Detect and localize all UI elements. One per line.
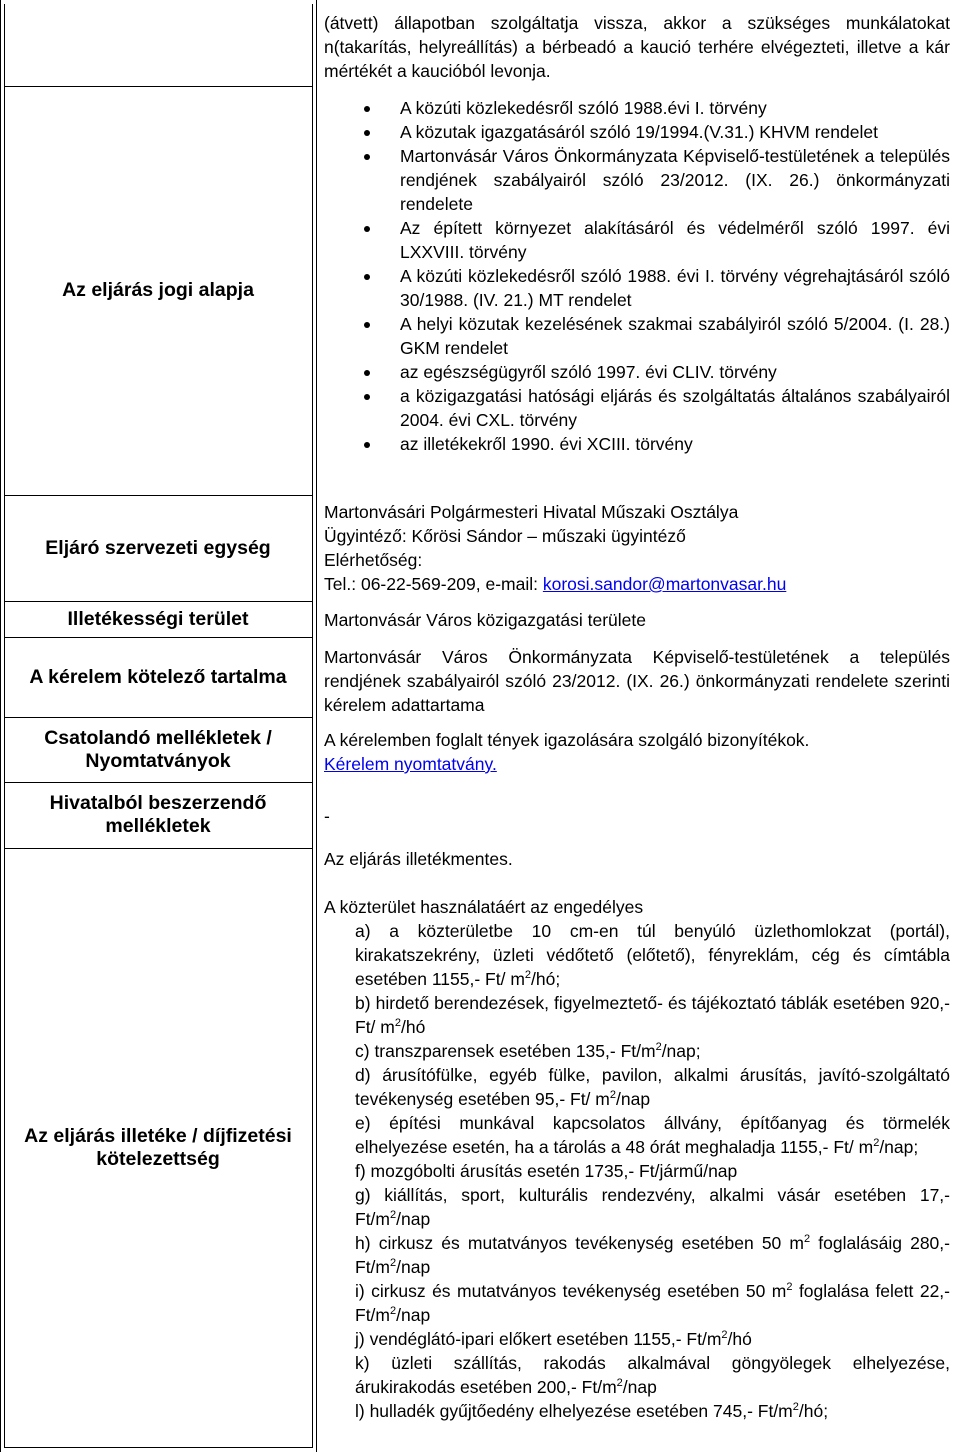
- fee-item-e: e) építési munkával kapcsolatos állvány, építőanyag és törmelék elhelyezése esetén, ha a tárolás a 48 órát meghaladja 1155,- Ft/ $m^2$/nap;: [355, 1113, 950, 1157]
- official-label-line1: Hivatalból beszerzendő: [49, 792, 267, 814]
- unit-content: [324, 500, 950, 596]
- unit-phone: Tel.: 06-22-569-209, e-mail:: [324, 574, 543, 594]
- fee-item-k: k) üzleti szállítás, rakodás alkalmával göngyölegek elhelyezése, árukirakodás esetében 200,- $Ft/m^2$/nap: [355, 1353, 950, 1397]
- fee-item-g: g) kiállítás, sport, kulturális rendezvény, alkalmi vásár esetében 17,- $Ft/m^2$/nap: [355, 1185, 950, 1229]
- fee-label-line2: kötelezettség: [96, 1147, 220, 1170]
- legal-basis-item: A helyi közutak kezelésének szakmai szabályiról szóló 5/2004. (I. 28.) GKM rendelet: [324, 312, 950, 360]
- fee-free-text: Az eljárás illetékmentes.: [324, 849, 513, 869]
- bullet-icon: [364, 442, 370, 448]
- bullet-icon: [364, 106, 370, 112]
- fee-content: [324, 895, 950, 1423]
- legal-basis-label: [5, 86, 311, 495]
- legal-basis-item: Martonvásár Város Önkormányzata Képviselő-testületének a település rendjének szabályairól szóló 23/2012. (IX. 26.) önkormányzati rendelete: [324, 144, 950, 216]
- content-label: [5, 637, 311, 717]
- fee-intro: A közterület használatáért az engedélyes: [324, 897, 644, 917]
- attachments-label-line2: Nyomtatványok: [85, 749, 231, 772]
- table-bottom-border: [4, 1447, 313, 1448]
- bullet-icon: [364, 394, 370, 400]
- top-continuation-text: (átvett) állapotban szolgáltatja vissza, akkor a szükséges munkálatokat n(takarítás, helyreállítás) a bérbeadó a kaució terhére elvégezteti, illetve a kár mértékét a kaucióból levonja.: [324, 13, 950, 81]
- fee-item-i: i) cirkusz és mutatványos tevékenység esetében 50 $m^2$ foglalása felett 22,- $Ft/m^2$/nap: [355, 1281, 950, 1325]
- fee-item-f: f) mozgóbolti árusítás esetén 1735,- Ft/jármű/nap: [355, 1161, 738, 1181]
- official-label-line2: mellékletek: [105, 815, 211, 837]
- fee-item-j: j) vendéglátó-ipari előkert esetében 1155,- $Ft/m^2/hó$: [355, 1329, 752, 1349]
- fee-item-c: c) transzparensek esetében 135,- $Ft/m^2$/nap;: [355, 1041, 701, 1061]
- legal-basis-item: A közúti közlekedésről szóló 1988. évi I. törvény végrehajtásáról szóló 30/1988. (IV. 21.) MT rendelet: [324, 264, 950, 312]
- bullet-icon: [364, 130, 370, 136]
- fee-label-line1: Az eljárás illetéke / díjfizetési: [24, 1124, 292, 1147]
- territory-label-text: Illetékességi terület: [67, 607, 249, 630]
- email-link[interactable]: korosi.sandor@martonvasar.hu: [542, 574, 787, 594]
- content-text: Martonvásár Város Önkormányzata Képviselő-testületének a település rendjének szabályairól szóló 23/2012. (IX. 26.) önkormányzati rendelete szerinti kérelem adattartama: [324, 647, 950, 715]
- unit-contact-label: Elérhetőség:: [324, 550, 423, 570]
- fee-item-d: d) árusítófülke, egyéb fülke, pavilon, alkalmi árusítás, javító-szolgáltató tevékenység esetében 95,- Ft/ $m^2$/nap: [355, 1065, 950, 1109]
- legal-basis-item: A közúti közlekedésről szóló 1988.évi I. törvény: [324, 96, 950, 120]
- bullet-icon: [364, 226, 370, 232]
- bullet-icon: [364, 154, 370, 160]
- table-left-border-outer: [0, 0, 1, 1452]
- official-text: -: [324, 806, 330, 826]
- fee-item-a: a) a közterületbe 10 cm-en túl benyúló üzlethomlokzat (portál), kirakatszekrény, üzleti védőtető (előtető), fényreklám, cég és címtábla esetében 1155,- Ft/ $m^2/hó$;: [355, 921, 950, 989]
- unit-label-text: Eljáró szervezeti egység: [45, 536, 271, 559]
- unit-officer: Ügyintéző: Kőrösi Sándor – műszaki ügyintéző: [324, 526, 686, 546]
- legal-basis-item: A közutak igazgatásáról szóló 19/1994.(V.31.) KHVM rendelet: [324, 120, 950, 144]
- unit-office: Martonvásári Polgármesteri Hivatal Műszaki Osztálya: [324, 502, 739, 522]
- unit-label: [5, 495, 311, 601]
- legal-basis-item: a közigazgatási hatósági eljárás és szolgáltatás általános szabályairól 2004. évi CXL. törvény: [324, 384, 950, 432]
- label-column-border-2: [316, 0, 317, 1452]
- legal-basis-label-text: Az eljárás jogi alapja: [62, 279, 254, 301]
- content-label-text: A kérelem kötelező tartalma: [29, 665, 287, 688]
- fee-item-l: l) hulladék gyűjtőedény elhelyezése esetében 745,- $Ft/m^2/hó$;: [355, 1401, 829, 1421]
- attachments-label-line1: Csatolandó mellékletek /: [44, 726, 272, 749]
- bullet-icon: [364, 322, 370, 328]
- bullet-icon: [364, 274, 370, 280]
- legal-basis-item: az egészségügyről szóló 1997. évi CLIV. törvény: [324, 360, 950, 384]
- unit-contact: [324, 572, 950, 596]
- legal-basis-list: [324, 96, 950, 456]
- legal-basis-item: Az épített környezet alakításáról és védelméről szóló 1997. évi LXXVIII. törvény: [324, 216, 950, 264]
- fee-item-h: h) cirkusz és mutatványos tevékenység esetében 50 $m^2$ foglalásáig $280,-Ft/m^2$/nap: [355, 1233, 950, 1277]
- official-label: [5, 782, 311, 848]
- attachments-text: A kérelemben foglalt tények igazolására szolgáló bizonyítékok.: [324, 730, 810, 750]
- attachments-label: [5, 717, 311, 782]
- label-column-border: [312, 4, 313, 1448]
- fee-item-b: b) hirdető berendezések, figyelmeztető- és tájékoztató táblák esetében 920,- Ft/ $m^2/hó$: [355, 993, 950, 1037]
- bullet-icon: [364, 370, 370, 376]
- legal-basis-item: az illetékekről 1990. évi XCIII. törvény: [324, 432, 950, 456]
- fee-label: [5, 848, 311, 1447]
- request-form-link[interactable]: Kérelem nyomtatvány.: [324, 754, 497, 774]
- attachments-content: [324, 728, 950, 776]
- territory-text: Martonvásár Város közigazgatási területe: [324, 610, 646, 630]
- territory-label: [5, 601, 311, 637]
